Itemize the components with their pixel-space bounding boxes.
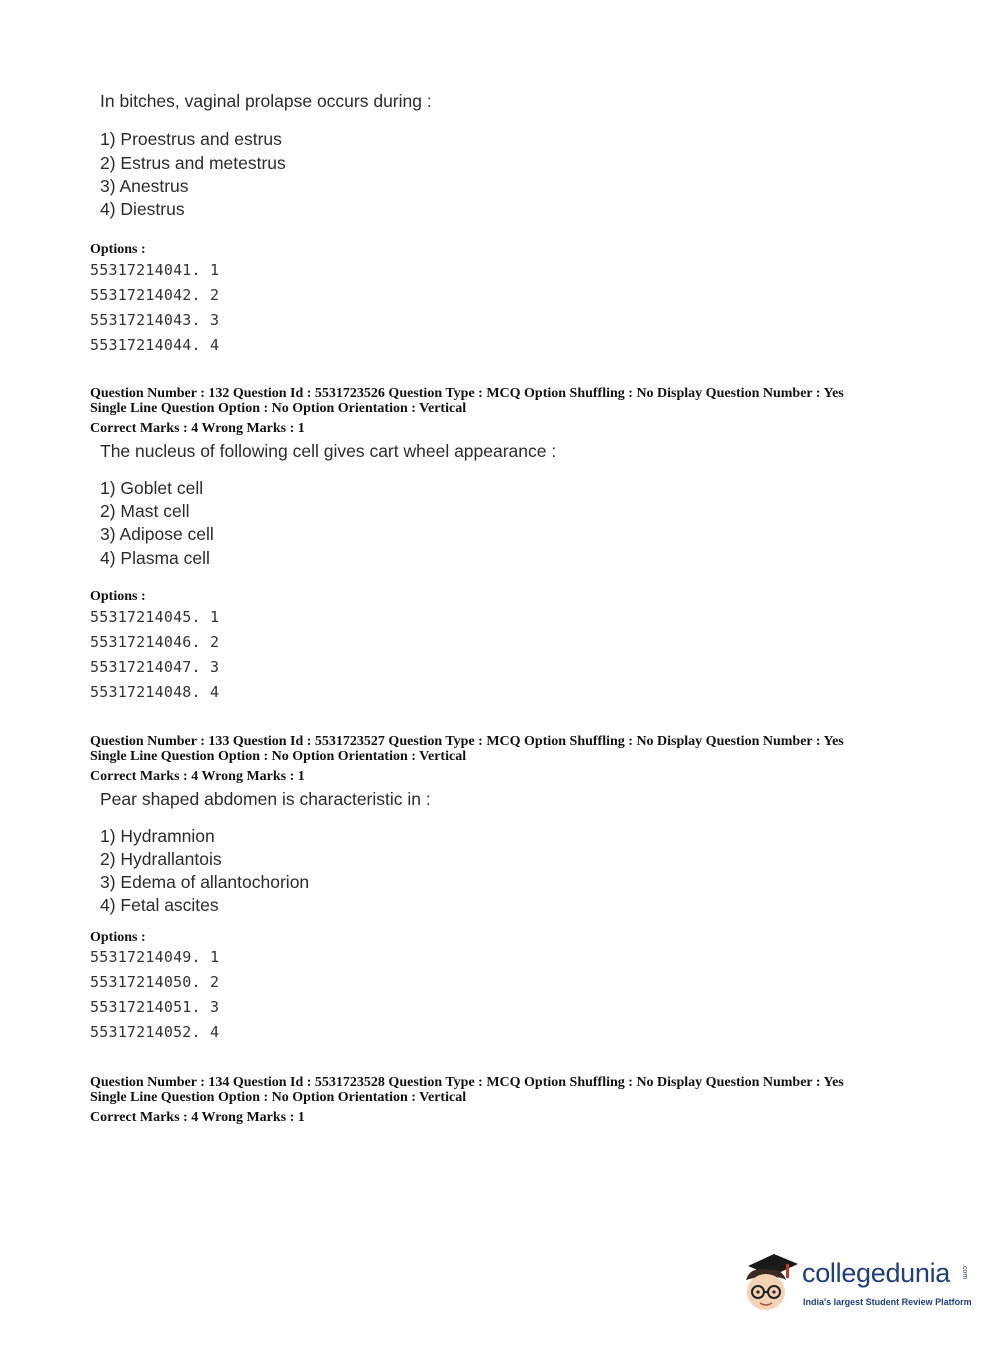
options-label: Options : bbox=[90, 930, 146, 945]
option-id: 55317214044. 4 bbox=[90, 336, 220, 354]
logo-tagline: India's largest Student Review Platform bbox=[803, 1297, 972, 1307]
question-marks: Correct Marks : 4 Wrong Marks : 1 bbox=[90, 1110, 305, 1125]
option-id: 55317214046. 2 bbox=[90, 633, 220, 651]
option-id: 55317214041. 1 bbox=[90, 261, 220, 279]
answer-choice: 2) Hydrallantois bbox=[100, 849, 222, 869]
answer-choice: 2) Estrus and metestrus bbox=[100, 153, 286, 173]
option-id: 55317214048. 4 bbox=[90, 683, 220, 701]
question-meta: Single Line Question Option : No Option Orientation : Vertical bbox=[90, 1090, 467, 1105]
question-marks: Correct Marks : 4 Wrong Marks : 1 bbox=[90, 421, 305, 436]
answer-choice: 4) Plasma cell bbox=[100, 548, 210, 568]
collegedunia-logo bbox=[740, 1250, 980, 1320]
question-text: Pear shaped abdomen is characteristic in : bbox=[100, 789, 431, 809]
answer-choice: 4) Diestrus bbox=[100, 199, 185, 219]
option-id: 55317214050. 2 bbox=[90, 973, 220, 991]
question-meta: Single Line Question Option : No Option Orientation : Vertical bbox=[90, 401, 467, 416]
answer-choice: 3) Edema of allantochorion bbox=[100, 872, 310, 892]
question-text: In bitches, vaginal prolapse occurs during : bbox=[100, 91, 432, 111]
question-meta: Single Line Question Option : No Option Orientation : Vertical bbox=[90, 749, 467, 764]
question-marks: Correct Marks : 4 Wrong Marks : 1 bbox=[90, 769, 305, 784]
option-id: 55317214045. 1 bbox=[90, 608, 220, 626]
option-id: 55317214042. 2 bbox=[90, 286, 220, 304]
option-id: 55317214051. 3 bbox=[90, 998, 220, 1016]
answer-choice: 3) Adipose cell bbox=[100, 524, 214, 544]
option-id: 55317214052. 4 bbox=[90, 1023, 220, 1041]
question-meta: Question Number : 134 Question Id : 5531723528 Question Type : MCQ Option Shuffling : No Display Question Number : Yes bbox=[90, 1075, 844, 1090]
answer-choice: 3) Anestrus bbox=[100, 176, 189, 196]
option-id: 55317214047. 3 bbox=[90, 658, 220, 676]
question-meta: Question Number : 132 Question Id : 5531723526 Question Type : MCQ Option Shuffling : No Display Question Number : Yes bbox=[90, 386, 844, 401]
option-id: 55317214043. 3 bbox=[90, 311, 220, 329]
option-id: 55317214049. 1 bbox=[90, 948, 220, 966]
answer-choice: 1) Goblet cell bbox=[100, 478, 204, 498]
options-label: Options : bbox=[90, 242, 146, 257]
answer-choice: 1) Proestrus and estrus bbox=[100, 129, 282, 149]
question-text: The nucleus of following cell gives cart wheel appearance : bbox=[100, 441, 557, 461]
answer-choice: 4) Fetal ascites bbox=[100, 895, 219, 915]
options-label: Options : bbox=[90, 589, 146, 604]
logo-domain: .com bbox=[961, 1264, 968, 1280]
mascot-icon bbox=[740, 1250, 800, 1314]
logo-wordmark: collegedunia bbox=[802, 1258, 951, 1288]
question-meta: Question Number : 133 Question Id : 5531723527 Question Type : MCQ Option Shuffling : No Display Question Number : Yes bbox=[90, 734, 844, 749]
answer-choice: 2) Mast cell bbox=[100, 501, 190, 521]
answer-choice: 1) Hydramnion bbox=[100, 826, 215, 846]
